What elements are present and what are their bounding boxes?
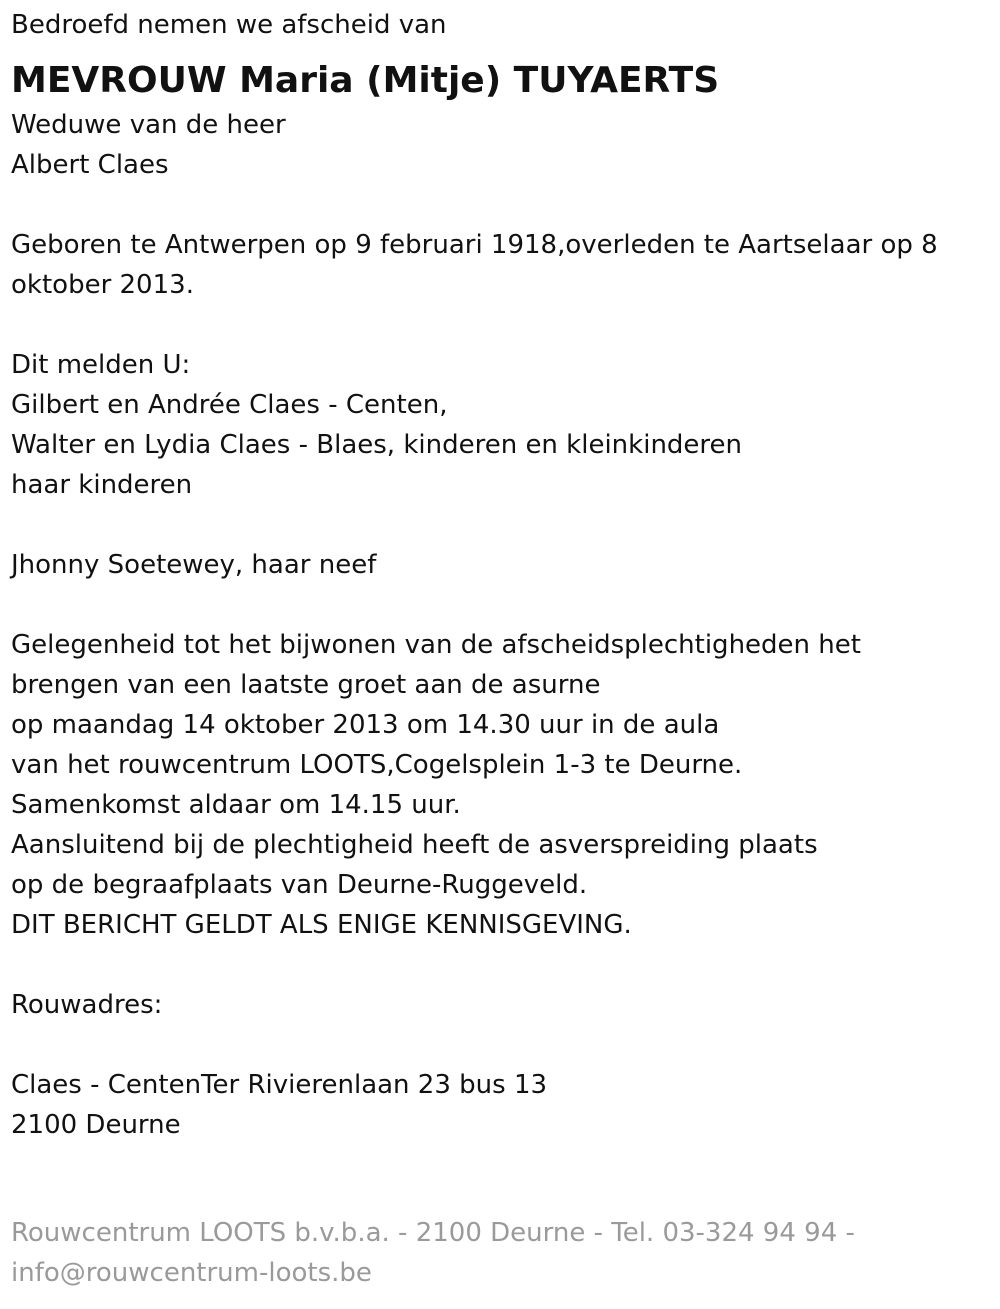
- ceremony-line: van het rouwcentrum LOOTS,Cogelsplein 1-3 te Deurne.: [11, 750, 743, 780]
- address-line: Claes - CentenTer Rivierenlaan 23 bus 13: [11, 1070, 548, 1100]
- footer-text: Rouwcentrum LOOTS b.v.b.a. - 2100 Deurne - Tel. 03-324 94 94 - info@rouwcentrum-loots.be: [11, 1218, 855, 1288]
- ceremony-line: DIT BERICHT GELDT ALS ENIGE KENNISGEVING.: [11, 910, 632, 940]
- spouse-name: Albert Claes: [11, 150, 169, 180]
- spacer: [11, 585, 986, 625]
- death-notice: [11, 5, 986, 1145]
- ceremony-line: Samenkomst aldaar om 14.15 uur.: [11, 790, 461, 820]
- family-line: haar kinderen: [11, 470, 193, 500]
- spacer: [11, 305, 986, 345]
- widow-line: Weduwe van de heer: [11, 110, 286, 140]
- spacer: [11, 1025, 986, 1065]
- ceremony-line: op maandag 14 oktober 2013 om 14.30 uur in de aula: [11, 710, 720, 740]
- ceremony-line: brengen van een laatste groet aan de asurne: [11, 670, 601, 700]
- spacer: [11, 505, 986, 545]
- ceremony-line: Aansluitend bij de plechtigheid heeft de asverspreiding plaats: [11, 830, 818, 860]
- spacer: [11, 945, 986, 985]
- ceremony-line: op de begraafplaats van Deurne-Ruggeveld.: [11, 870, 588, 900]
- intro-text: Bedroefd nemen we afscheid van: [11, 10, 447, 40]
- family-line: Walter en Lydia Claes - Blaes, kinderen en kleinkinderen: [11, 430, 743, 460]
- address-heading: Rouwadres:: [11, 990, 163, 1020]
- family-line: Gilbert en Andrée Claes - Centen,: [11, 390, 448, 420]
- funeral-home-footer: [11, 1213, 986, 1293]
- spacer: [11, 185, 986, 225]
- ceremony-line: Gelegenheid tot het bijwonen van de afscheidsplechtigheden het: [11, 630, 861, 660]
- birth-death-text: Geboren te Antwerpen op 9 februari 1918,overleden te Aartselaar op 8 oktober 2013.: [11, 230, 938, 300]
- announce-heading: Dit melden U:: [11, 350, 191, 380]
- address-line: 2100 Deurne: [11, 1110, 181, 1140]
- nephew-line: Jhonny Soetewey, haar neef: [11, 550, 377, 580]
- deceased-name: MEVROUW Maria (Mitje) TUYAERTS: [11, 60, 720, 101]
